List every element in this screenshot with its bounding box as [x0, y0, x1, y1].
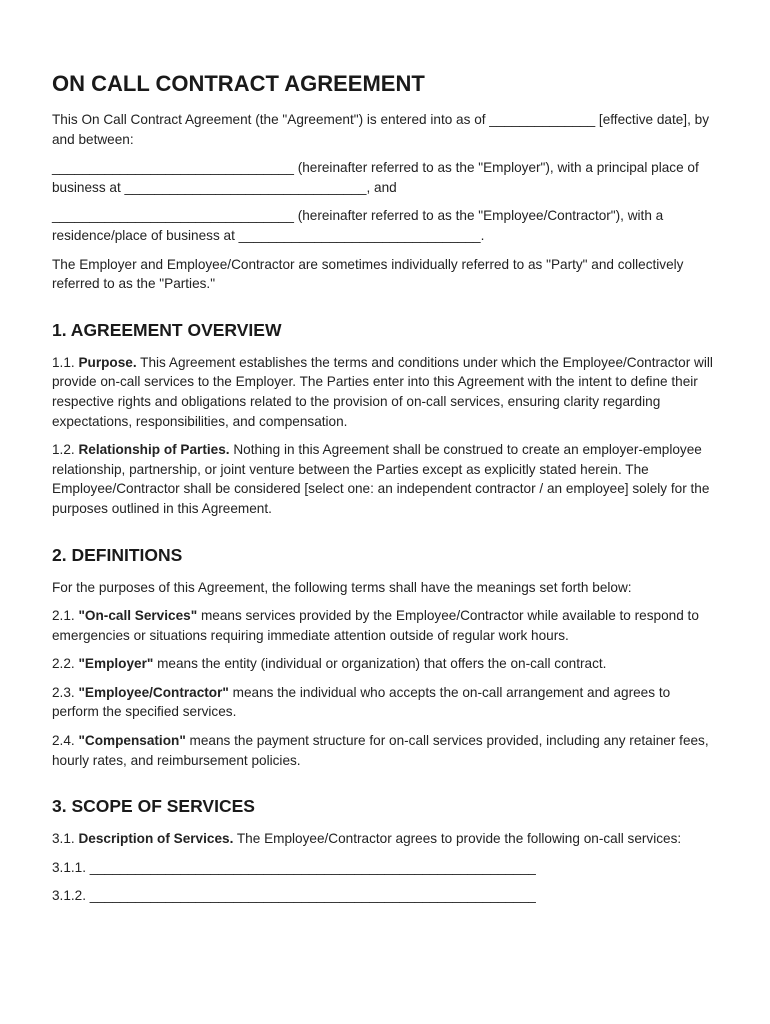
section-1-heading: 1. AGREEMENT OVERVIEW	[52, 319, 282, 340]
clause-number: 2.2.	[52, 656, 75, 672]
clause-number: 3.1.	[52, 831, 75, 847]
clause-2-4	[52, 731, 720, 770]
clause-2-3	[52, 683, 720, 722]
section-2-heading: 2. DEFINITIONS	[52, 544, 183, 565]
section-3-heading: 3. SCOPE OF SERVICES	[52, 796, 255, 817]
blank-line-3-1-1: 3.1.1. ___________________________________________________________	[52, 859, 536, 875]
clause-text: means services provided by the Employee/Contractor while available to respond to emergencies or situations requiring immediate attention outside of regular work hours.	[52, 608, 699, 643]
clause-text: means the entity (individual or organization) that offers the on-call contract.	[157, 656, 607, 672]
clause-number: 2.4.	[52, 733, 75, 749]
clause-term: Purpose.	[78, 354, 137, 370]
document-page	[52, 70, 720, 915]
blank-line-3-1-2: 3.1.2. ___________________________________________________________	[52, 888, 536, 904]
clause-1-1	[52, 353, 720, 431]
clause-text: The Employee/Contractor agrees to provide the following on-call services:	[236, 831, 682, 847]
clause-text: means the individual who accepts the on-call arrangement and agrees to perform the specified services.	[52, 684, 671, 720]
clause-term: "Employee/Contractor"	[78, 684, 229, 700]
intro-paragraph-4: The Employer and Employee/Contractor are sometimes individually referred to as "Party" and collectively referred to as the "Parties."	[52, 256, 684, 292]
clause-text: means the payment structure for on-call services provided, including any retainer fees, hourly rates, and reimbursement policies.	[52, 733, 709, 768]
clause-3-1	[52, 829, 720, 849]
intro-paragraph-2: ________________________________ (hereinafter referred to as the "Employer"), with a principal place of business at ________________________________, and	[52, 160, 699, 195]
clause-term: "On-call Services"	[78, 608, 198, 624]
clause-number: 1.2.	[52, 442, 75, 458]
section-2-heading-wrap	[52, 544, 720, 566]
clause-number: 2.1.	[52, 608, 75, 624]
section-1-heading-wrap	[52, 319, 720, 341]
clause-1-2	[52, 440, 720, 518]
intro-paragraph-1: This On Call Contract Agreement (the "Agreement") is entered into as of ______________ [effective date], by and between:	[52, 112, 709, 147]
clause-number: 1.1.	[52, 354, 75, 370]
section-3-heading-wrap	[52, 795, 720, 817]
clause-text: Nothing in this Agreement shall be construed to create an employer-employee relationship, partnership, or joint venture between the Parties except as explicitly stated herein. The Employee/Contractor shall be considered [select one: an independent contractor / an employee] solely for the purposes outlined in this Agreement.	[52, 442, 710, 516]
intro-paragraph-3: ________________________________ (hereinafter referred to as the "Employee/Contractor"), with a residence/place of business at ________________________________.	[52, 208, 664, 243]
clause-term: "Compensation"	[78, 733, 186, 749]
document-title: ON CALL CONTRACT AGREEMENT	[52, 71, 425, 96]
clause-term: "Employer"	[78, 656, 154, 672]
clause-2-1	[52, 606, 720, 645]
clause-term: Description of Services.	[78, 831, 234, 847]
clause-number: 2.3.	[52, 684, 75, 700]
section-2-intro: For the purposes of this Agreement, the following terms shall have the meanings set forth below:	[52, 579, 632, 595]
clause-2-2	[52, 654, 720, 674]
clause-term: Relationship of Parties.	[78, 442, 230, 458]
clause-text: This Agreement establishes the terms and conditions under which the Employee/Contractor will provide on-call services to the Employer. The Parties enter into this Agreement with the intent to define their respective rights and obligations related to the provision of on-call services, ensuring clarity regarding expectations, responsibilities, and compensation.	[52, 354, 713, 429]
